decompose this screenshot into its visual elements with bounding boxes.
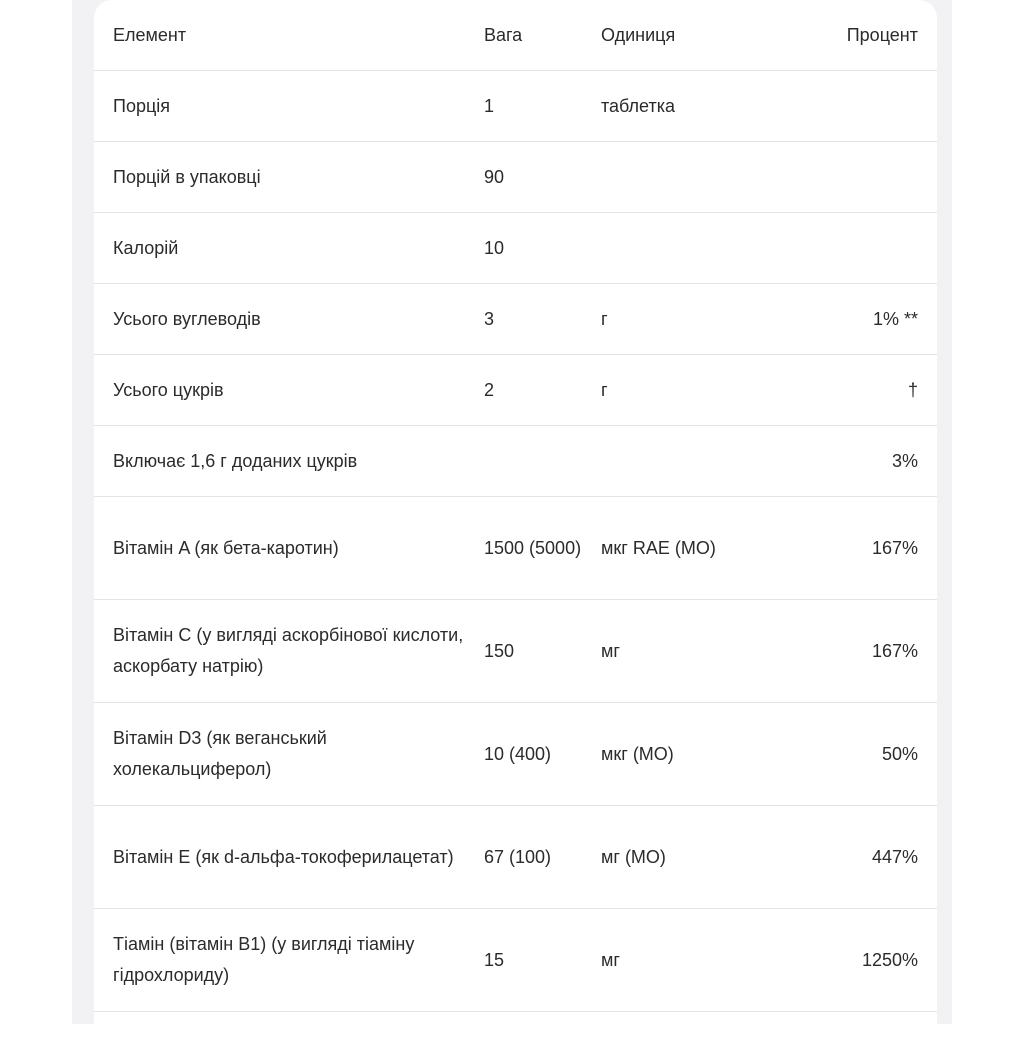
cell-weight: 1 [484, 71, 601, 142]
cell-percent [781, 71, 937, 142]
table-row [94, 142, 937, 213]
cell-element: Вітамін D3 (як веганський холекальциферол) [94, 703, 484, 806]
cell-unit: г [601, 355, 781, 426]
cell-element: Усього цукрів [94, 355, 484, 426]
cell-element: Вітамін C (у вигляді аскорбінової кислоти, аскорбату натрію) [94, 600, 484, 703]
table-row [94, 703, 937, 806]
cell-element: Порція [94, 71, 484, 142]
cell-percent: 167% [781, 497, 937, 600]
cell-weight: 150 [484, 600, 601, 703]
cell-weight: 3 [484, 284, 601, 355]
table-row [94, 426, 937, 497]
cell-weight: 90 [484, 142, 601, 213]
table-row [94, 355, 937, 426]
cell-percent: 1250% [781, 909, 937, 1012]
cell-element: Усього вуглеводів [94, 284, 484, 355]
table-header-row [94, 0, 937, 71]
table-row [94, 600, 937, 703]
cell-weight [484, 426, 601, 497]
cell-element: Вітамін E (як d-альфа-токоферилацетат) [94, 806, 484, 909]
table-row [94, 71, 937, 142]
header-weight: Вага [484, 0, 601, 71]
cell-percent [781, 142, 937, 213]
cell-percent: 1% ** [781, 284, 937, 355]
cell-unit: мкг (МО) [601, 703, 781, 806]
header-element: Елемент [94, 0, 484, 71]
cell-percent: 447% [781, 806, 937, 909]
cell-weight: 1500 (5000) [484, 497, 601, 600]
cell-unit: мг (МО) [601, 806, 781, 909]
table-row [94, 213, 937, 284]
table-row [94, 806, 937, 909]
cell-element: Вітамін A (як бета-каротин) [94, 497, 484, 600]
cell-weight: 10 [484, 213, 601, 284]
header-percent: Процент [781, 0, 937, 71]
nutrition-table [94, 0, 937, 1012]
cell-unit: мкг RAE (МО) [601, 497, 781, 600]
header-unit: Одиниця [601, 0, 781, 71]
cell-element: Включає 1,6 г доданих цукрів [94, 426, 484, 497]
cell-weight: 67 (100) [484, 806, 601, 909]
table-row [94, 909, 937, 1012]
cell-element: Порцій в упаковці [94, 142, 484, 213]
table-row [94, 284, 937, 355]
cell-percent [781, 213, 937, 284]
table-row [94, 497, 937, 600]
cell-unit [601, 213, 781, 284]
cell-weight: 10 (400) [484, 703, 601, 806]
cell-element: Калорій [94, 213, 484, 284]
cell-unit: мг [601, 909, 781, 1012]
cell-percent: † [781, 355, 937, 426]
cell-percent: 3% [781, 426, 937, 497]
cell-unit: мг [601, 600, 781, 703]
cell-unit: г [601, 284, 781, 355]
cell-weight: 15 [484, 909, 601, 1012]
cell-element: Тіамін (вітамін B1) (у вигляді тіаміну гідрохлориду) [94, 909, 484, 1012]
cell-unit: таблетка [601, 71, 781, 142]
cell-unit [601, 142, 781, 213]
cell-weight: 2 [484, 355, 601, 426]
nutrition-facts-card [94, 0, 937, 1040]
cell-unit [601, 426, 781, 497]
cell-percent: 167% [781, 600, 937, 703]
cell-percent: 50% [781, 703, 937, 806]
